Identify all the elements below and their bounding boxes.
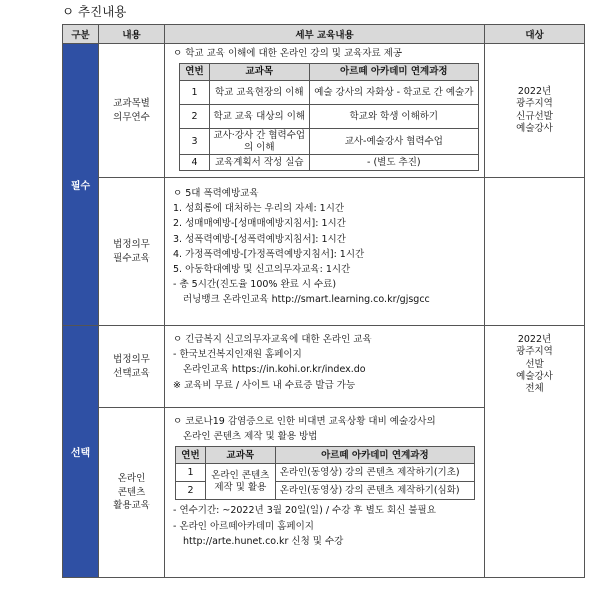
target-text: 예술강사 xyxy=(516,122,553,134)
row-subject: 교육계획서 작성 실습 xyxy=(209,154,309,170)
target-text: 광주지역 xyxy=(516,346,553,358)
table-row xyxy=(63,178,585,326)
content-cell xyxy=(99,178,165,326)
row-subject: 온라인 콘텐츠 제작 및 활용 xyxy=(205,464,275,500)
col-detail-header: 세부 교육내용 xyxy=(165,25,485,44)
row-number: 2 xyxy=(176,482,206,500)
target-text: 2022년 xyxy=(517,334,552,345)
detail-line: 러닝뱅크 온라인교육 http://smart.learning.co.kr/gjsgcc xyxy=(183,294,430,306)
table-row xyxy=(63,44,585,178)
table-row xyxy=(63,326,585,408)
content-text: 선택교육 xyxy=(113,367,150,379)
col-content-header: 내용 xyxy=(99,25,165,44)
row-subject: 교사·강사 간 협력수업의 이해 xyxy=(209,129,309,155)
inner-header: 교과목 xyxy=(209,64,309,81)
detail-line: ㅇ 긴급복지 신고의무자교육에 대한 온라인 교육 xyxy=(173,334,372,345)
detail-cell xyxy=(165,326,485,408)
content-text: 콘텐츠 xyxy=(117,486,146,498)
detail-line: http://arte.hunet.co.kr 신청 및 수강 xyxy=(183,535,344,547)
row-number: 3 xyxy=(180,129,210,155)
target-text: 2022년 xyxy=(517,85,552,97)
content-text: 온라인 xyxy=(117,472,146,484)
target-text: 예술강사 xyxy=(516,371,553,383)
col-target-header: 대상 xyxy=(485,25,585,44)
row-course: 온라인(동영상) 강의 콘텐츠 제작하기(기초) xyxy=(275,464,474,482)
detail-line: 3. 성폭력예방-[성폭력예방지침서]: 1시간 xyxy=(173,233,346,245)
inner-header: 아르떼 아카데미 연계과정 xyxy=(275,447,474,464)
content-cell xyxy=(99,44,165,178)
row-subject: 학교 교육 대상의 이해 xyxy=(209,105,309,129)
section-heading: ㅇ 추진내용 xyxy=(62,4,127,19)
row-course: 교사-예술강사 협력수업 xyxy=(309,129,478,155)
detail-line: ㅇ 5대 폭력예방교육 xyxy=(173,188,259,199)
detail-cell xyxy=(165,44,485,178)
detail-line: 2. 성매매예방-[성매매예방지침서]: 1시간 xyxy=(173,218,346,230)
detail-line: 5. 아동학대예방 및 신고의무자교육: 1시간 xyxy=(173,263,351,275)
row-course: 학교와 학생 이해하기 xyxy=(309,105,478,129)
target-cell xyxy=(485,326,585,578)
detail-line: - 연수기간: ~2022년 3월 20일(일) / 수강 후 별도 회신 불필요 xyxy=(173,505,436,517)
inner-header: 연번 xyxy=(180,64,210,81)
detail-line: - 한국보건복지인재원 홈페이지 xyxy=(173,349,302,361)
content-table xyxy=(175,446,475,500)
row-subject: 학교 교육현장의 이해 xyxy=(209,81,309,105)
detail-line: 1. 성희롱에 대처하는 우리의 자세: 1시간 xyxy=(173,203,345,215)
table-row xyxy=(180,129,479,155)
content-text: 교과목별 xyxy=(113,97,150,109)
content-text: 의무연수 xyxy=(113,111,150,123)
detail-line: 온라인교육 https://in.kohi.or.kr/index.do xyxy=(183,364,366,376)
subject-table xyxy=(179,63,479,171)
row-number: 2 xyxy=(180,105,210,129)
content-text: 활용교육 xyxy=(113,500,150,512)
target-text: 전체 xyxy=(525,383,544,395)
category-optional: 선택 xyxy=(63,326,99,578)
content-cell xyxy=(99,326,165,408)
detail-cell xyxy=(165,178,485,326)
detail-line: 4. 가정폭력예방-[가정폭력예방지침서]: 1시간 xyxy=(173,248,365,260)
inner-header: 연번 xyxy=(176,447,206,464)
detail-cell xyxy=(165,408,485,578)
table-row xyxy=(176,464,475,482)
target-text: 광주지역 xyxy=(516,98,553,110)
content-text: 법정의무 xyxy=(113,238,150,250)
target-cell-empty xyxy=(485,178,585,326)
content-cell xyxy=(99,408,165,578)
training-plan-table xyxy=(62,24,585,578)
target-cell xyxy=(485,44,585,178)
detail-line: 온라인 콘텐츠 제작 및 활용 방법 xyxy=(183,431,318,443)
category-required: 필수 xyxy=(63,44,99,326)
table-row xyxy=(180,81,479,105)
detail-line: ㅇ 코로나19 감염증으로 인한 비대면 교육상황 대비 예술강사의 xyxy=(173,416,436,427)
inner-header: 교과목 xyxy=(205,447,275,464)
row-course: 온라인(동영상) 강의 콘텐츠 제작하기(심화) xyxy=(275,482,474,500)
header-row xyxy=(63,25,585,44)
col-category-header: 구분 xyxy=(63,25,99,44)
table-row xyxy=(180,105,479,129)
row-number: 4 xyxy=(180,154,210,170)
row-number: 1 xyxy=(180,81,210,105)
content-text: 법정의무 xyxy=(113,353,150,365)
inner-header: 아르떼 아카데미 연계과정 xyxy=(309,64,478,81)
table-row xyxy=(180,154,479,170)
row-number: 1 xyxy=(176,464,206,482)
row-course: 예술 강사의 자화상 - 학교로 간 예술가 xyxy=(309,81,478,105)
target-text: 선발 xyxy=(525,358,544,370)
row-course: - (별도 추진) xyxy=(309,154,478,170)
detail-intro: ㅇ 학교 교육 이해에 대한 온라인 강의 및 교육자료 제공 xyxy=(173,48,403,59)
detail-line: - 총 5시간(진도율 100% 완료 시 수료) xyxy=(173,279,337,291)
target-text: 신규선발 xyxy=(516,110,553,122)
detail-line: ※ 교육비 무료 / 사이트 내 수료증 발급 가능 xyxy=(173,379,356,391)
content-text: 필수교육 xyxy=(113,252,150,264)
detail-line: - 온라인 아르떼아카데미 홈페이지 xyxy=(173,520,314,532)
